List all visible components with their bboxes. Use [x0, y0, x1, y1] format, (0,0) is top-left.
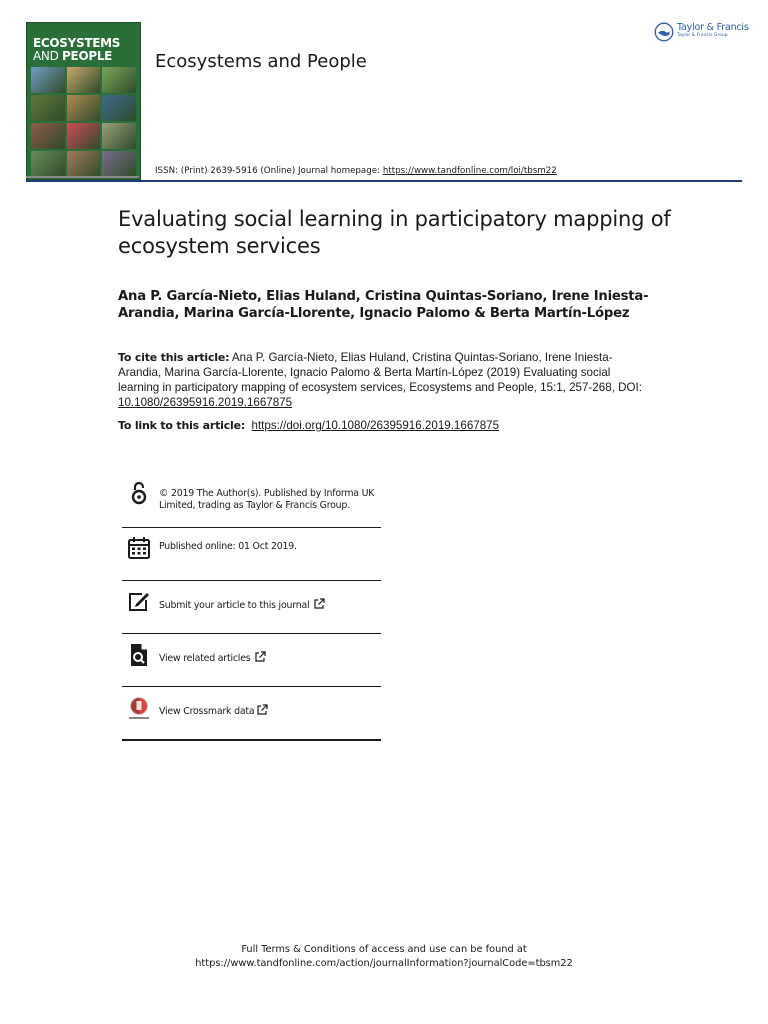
article-title: Evaluating social learning in participatory mapping of ecosystem services — [118, 207, 671, 258]
crossmark-link[interactable] — [159, 704, 381, 718]
submit-article-link[interactable] — [159, 598, 381, 612]
cite-text: Ana P. García-Nieto, Elias Huland, Cristina Quintas-Soriano, Irene Iniesta-Arandia, Marina García-Llorente, Ignacio Palomo & Berta Martín-López (2019) Evaluating social learning in participatory mapping of ecosystem services, Ecosystems and People, 15:1, 257-268, DOI: — [118, 351, 642, 394]
external-link-icon — [313, 598, 325, 610]
related-label: View related articles — [159, 653, 251, 664]
cover-underline — [26, 176, 139, 178]
article-authors: Ana P. García-Nieto, Elias Huland, Cristina Quintas-Soriano, Irene Iniesta-Arandia, Marina García-Llorente, Ignacio Palomo & Berta Martín-López — [118, 289, 649, 321]
footer — [0, 943, 768, 971]
calendar-icon — [126, 535, 152, 561]
cover-photo-tile — [31, 151, 65, 177]
issn-text: ISSN: (Print) 2639-5916 (Online) Journal homepage: — [155, 166, 383, 176]
submit-row[interactable] — [122, 581, 381, 634]
cover-title-people: PEOPLE — [62, 49, 113, 63]
published-row — [122, 528, 381, 581]
link-label: To link to this article: — [118, 419, 246, 432]
cite-label: To cite this article: — [118, 351, 230, 364]
cover-photo-tile — [67, 123, 101, 149]
cover-title-line1: ECOSYSTEMS — [33, 36, 121, 50]
issn-line — [155, 166, 557, 176]
cover-photo-tile — [102, 123, 136, 149]
publisher-group: Taylor & Francis Group — [677, 33, 728, 38]
doi-link[interactable]: 10.1080/26395916.2019.1667875 — [118, 396, 293, 409]
cover-photo-tile — [102, 67, 136, 93]
cover-photo-tile — [102, 151, 136, 177]
cover-photo-tile — [102, 95, 136, 121]
footer-terms-text: Full Terms & Conditions of access and use can be found at — [241, 944, 527, 955]
article-doi-url-link[interactable]: https://doi.org/10.1080/26395916.2019.1667875 — [251, 419, 500, 432]
crossmark-icon — [126, 695, 152, 721]
cover-title — [33, 37, 120, 63]
search-document-icon — [126, 642, 152, 668]
cover-photo-grid — [31, 67, 136, 177]
header-rule — [26, 180, 742, 182]
open-access-icon — [126, 480, 152, 506]
cover-photo-tile — [67, 151, 101, 177]
publisher-name: Taylor & Francis — [677, 22, 749, 33]
taylor-francis-logo-icon — [654, 22, 674, 42]
crossmark-label: View Crossmark data — [159, 706, 255, 717]
cover-photo-tile — [67, 67, 101, 93]
cover-photo-tile — [31, 67, 65, 93]
external-link-icon — [256, 704, 268, 716]
submit-label: Submit your article to this journal — [159, 600, 310, 611]
license-row — [122, 478, 381, 528]
published-date: Published online: 01 Oct 2019. — [159, 541, 297, 552]
journal-cover — [26, 22, 141, 180]
journal-name: Ecosystems and People — [155, 51, 367, 72]
external-link-icon — [254, 651, 266, 663]
cover-photo-tile — [31, 123, 65, 149]
edit-icon — [126, 589, 152, 615]
footer-terms-url[interactable]: https://www.tandfonline.com/action/journalInformation?journalCode=tbsm22 — [195, 958, 573, 969]
license-text: © 2019 The Author(s). Published by Informa UK Limited, trading as Taylor & Francis Group. — [159, 488, 375, 511]
citation — [118, 350, 648, 410]
crossmark-row[interactable] — [122, 687, 381, 741]
journal-homepage-link[interactable]: https://www.tandfonline.com/loi/tbsm22 — [382, 166, 557, 176]
publisher-logo[interactable] — [654, 22, 749, 42]
article-link-line — [118, 419, 499, 432]
cover-title-and: AND — [33, 49, 63, 63]
cover-photo-tile — [31, 95, 65, 121]
related-row[interactable] — [122, 634, 381, 687]
related-articles-link[interactable] — [159, 651, 381, 665]
cover-photo-tile — [67, 95, 101, 121]
article-info-box — [122, 478, 381, 741]
